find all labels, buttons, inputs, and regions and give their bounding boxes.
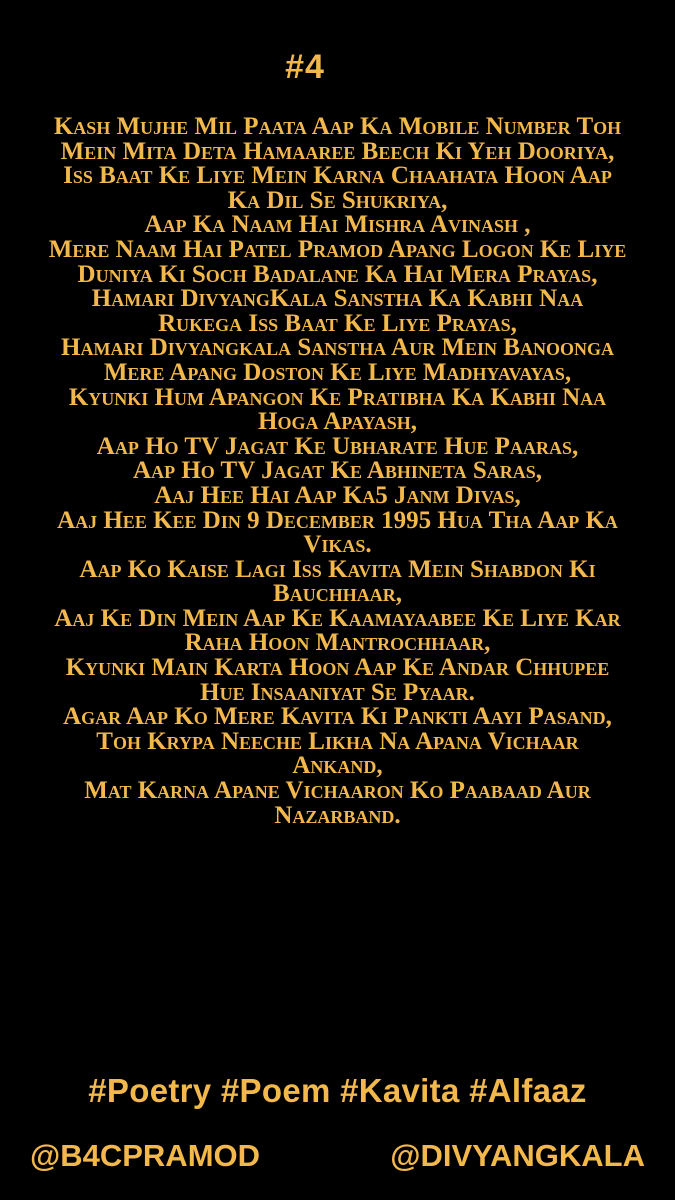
poem-line: Mere Naam Hai Patel Pramod Apang Logon Ke Liye bbox=[48, 235, 627, 263]
hashtags-line: #Poetry #Poem #Kavita #Alfaaz bbox=[88, 1072, 587, 1109]
poem-line: Toh Krypa Neeche Likha Na Apana Vichaar bbox=[96, 727, 579, 755]
poem-line: Mein Mita Deta Hamaaree Beech Ki Yeh Dooriya, bbox=[60, 137, 615, 165]
poem-line: Aap Ho TV Jagat Ke Abhineta Saras, bbox=[133, 457, 542, 485]
poem-line: Aaj Hee Kee Din 9 December 1995 Hua Tha Aap Ka bbox=[57, 506, 618, 534]
poem-line: Duniya Ki Soch Badalane Ka Hai Mera Prayas, bbox=[77, 260, 598, 288]
poem-number-title: #4 bbox=[285, 48, 325, 86]
poem-line: Iss Baat Ke Liye Mein Karna Chaahata Hoon Aap bbox=[63, 162, 612, 190]
poem-line: Kyunki Main Karta Hoon Aap Ke Andar Chhupee bbox=[65, 654, 610, 682]
poem-line: Rukega Iss Baat Ke Liye Prayas, bbox=[158, 309, 517, 337]
poem-line: Hoga Apayash, bbox=[258, 408, 417, 436]
poem-line: Agar Aap Ko Mere Kavita Ki Pankti Aayi Pasand, bbox=[63, 703, 612, 731]
poem-line: Aaj Hee Hai Aap Ka5 Janm Divas, bbox=[154, 481, 521, 509]
poem-line: Aap Ka Naam Hai Mishra Avinash , bbox=[144, 211, 531, 239]
poem-line: Kyunki Hum Apangon Ke Pratibha Ka Kabhi Naa bbox=[68, 383, 607, 411]
poem-text bbox=[30, 115, 645, 828]
poem-line: Vikas. bbox=[303, 531, 372, 559]
handle-divyangkala: @DIVYANGKALA bbox=[390, 1138, 645, 1173]
poem-line: Kash Mujhe Mil Paata Aap Ka Mobile Number Toh bbox=[53, 113, 622, 140]
poem-line: Hue Insaaniyat Se Pyaar. bbox=[200, 678, 475, 706]
poem-line: Ankand, bbox=[292, 752, 383, 780]
poem-line: Aap Ho TV Jagat Ke Ubharate Hue Paaras, bbox=[96, 432, 579, 460]
poem-line: Ka Dil Se Shukriya, bbox=[227, 186, 448, 214]
poem-line: Bauchhaar, bbox=[273, 580, 402, 608]
poem-line: Hamari DivyangKala Sanstha Ka Kabhi Naa bbox=[91, 285, 584, 313]
poem-line: Aaj Ke Din Mein Aap Ke Kaamayaabee Ke Liye Kar bbox=[54, 604, 621, 632]
poem-line: Aap Ko Kaise Lagi Iss Kavita Mein Shabdon Ki bbox=[79, 555, 596, 583]
poem-line: Hamari Divyangkala Sanstha Aur Mein Banoonga bbox=[61, 334, 614, 362]
poem-line: Mere Apang Doston Ke Liye Madhyavayas, bbox=[103, 358, 572, 386]
handle-b4cpramod: @B4CPRAMOD bbox=[30, 1138, 261, 1173]
poem-line: Raha Hoon Mantrochhaar, bbox=[184, 629, 491, 657]
poem-line: Mat Karna Apane Vichaaron Ko Paabaad Aur bbox=[84, 777, 591, 805]
poem-line: Nazarband. bbox=[274, 801, 401, 829]
